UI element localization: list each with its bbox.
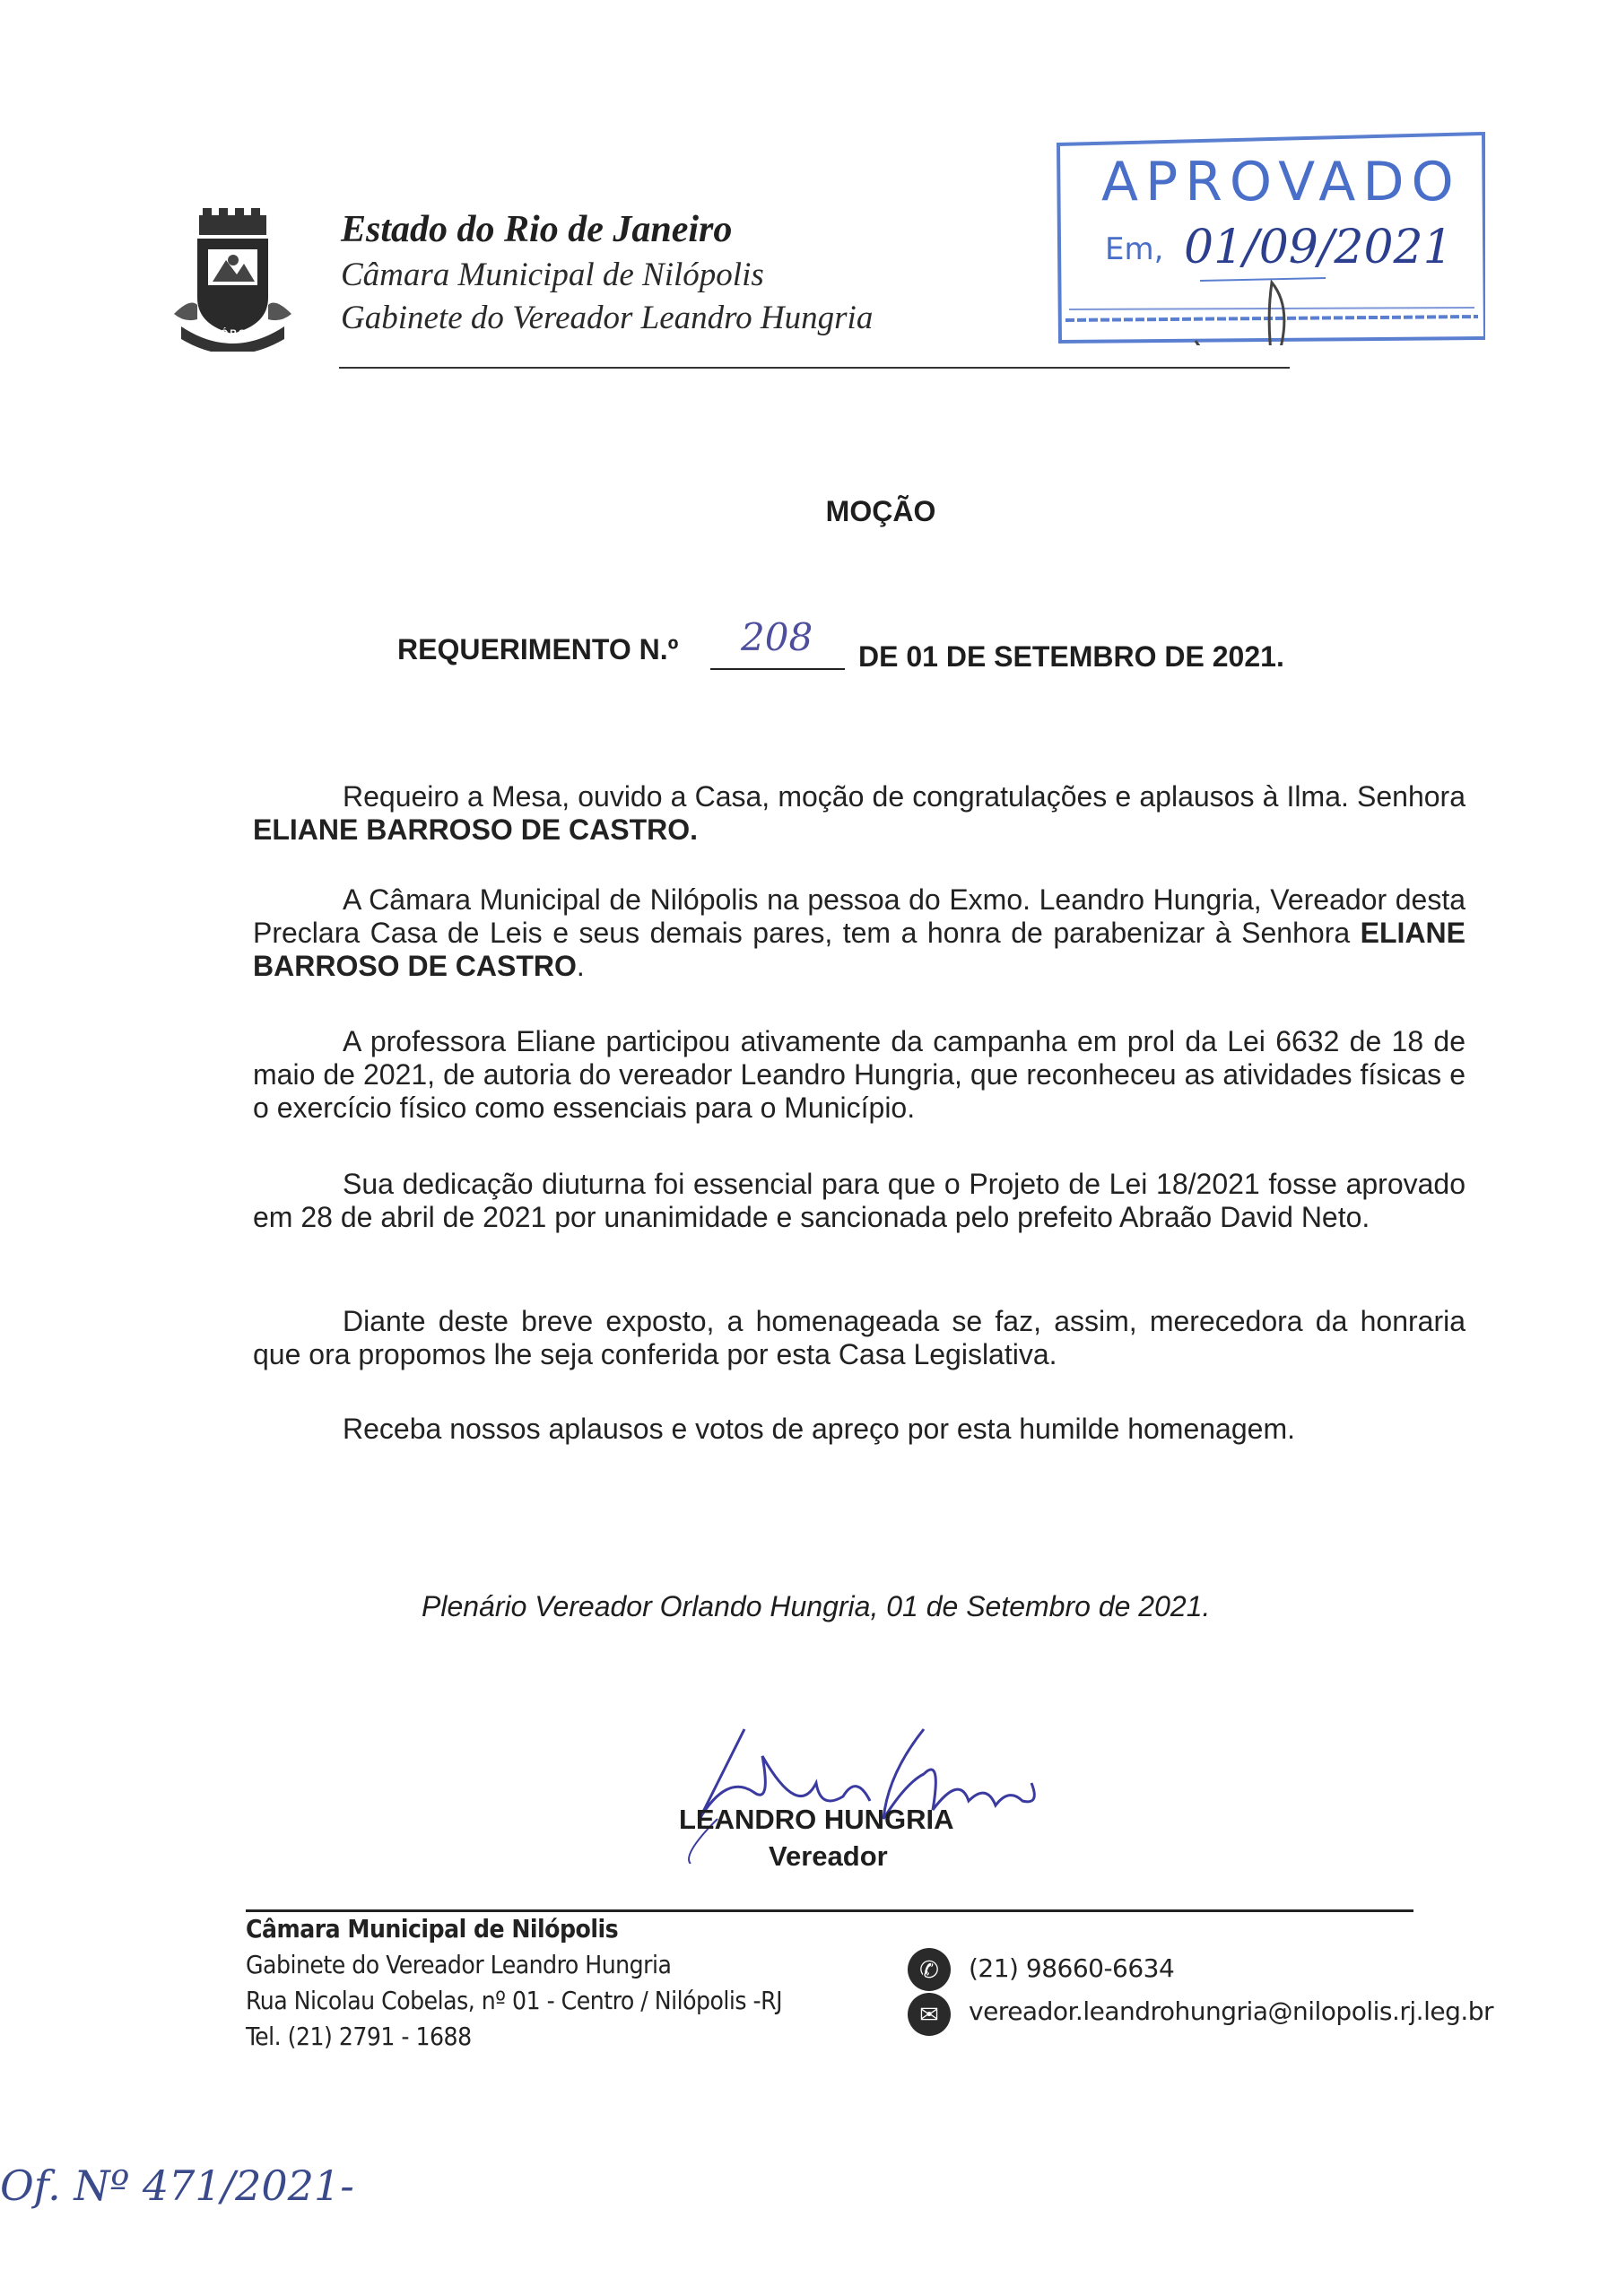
requirement-number: 208 [741, 615, 813, 659]
footer-tel: Tel. (21) 2791 - 1688 [246, 2022, 472, 2051]
paragraph-2 [253, 883, 1465, 983]
paragraph-4-text: Sua dedicação diuturna foi essencial para que o Projeto de Lei 18/2021 fosse aprovado em 28 de abril de 2021 por unanimidade e sancionada pelo prefeito Abraão David Neto. [253, 1168, 1465, 1233]
paragraph-4 [253, 1168, 1465, 1234]
paragraph-2-text: A Câmara Municipal de Nilópolis na pessoa do Exmo. Leandro Hungria, Vereador desta Preclara Casa de Leis e seus demais pares, tem a honra de parabenizar à Senhora [253, 883, 1465, 949]
footer-office: Gabinete do Vereador Leandro Hungria [246, 1950, 672, 1979]
requirement-date: DE 01 DE SETEMBRO DE 2021. [858, 640, 1284, 673]
paragraph-1 [253, 780, 1465, 847]
honoree-name-2: ELIANE BARROSO DE CASTRO [253, 917, 1465, 982]
header-chamber: Câmara Municipal de Nilópolis [341, 257, 764, 293]
paragraph-3 [253, 1025, 1465, 1125]
signer-role: Vereador [769, 1840, 888, 1872]
paragraph-6-text: Receba nossos aplausos e votos de apreço por esta humilde homenagem. [343, 1413, 1295, 1445]
paragraph-3-text: A professora Eliane participou ativamente da campanha em prol da Lei 6632 de 18 de maio de 2021, de autoria do vereador Leandro Hungria, que reconheceu as atividades físicas e o exercício físico como essenciais para o Município. [253, 1025, 1465, 1124]
honoree-name-1: ELIANE BARROSO DE CASTRO. [253, 813, 699, 846]
paragraph-2-end: . [576, 950, 585, 982]
handwritten-office-number: Of. Nº 471/2021- [0, 2161, 354, 2210]
footer-whatsapp: (21) 98660-6634 [969, 1953, 1175, 1983]
header-divider [339, 367, 1290, 369]
header-state: Estado do Rio de Janeiro [341, 209, 733, 250]
crest-ribbon-text: NILÓPOLIS [199, 328, 269, 339]
footer-address: Rua Nicolau Cobelas, nº 01 - Centro / Nilópolis -RJ [246, 1986, 783, 2015]
paragraph-6 [253, 1413, 1465, 1446]
footer-divider [246, 1909, 1413, 1912]
paragraph-1-text: Requeiro a Mesa, ouvido a Casa, moção de congratulações e aplausos à Ilma. Senhora [343, 780, 1465, 813]
stamp-date-value: 01/09/2021 [1184, 221, 1453, 274]
stamp-date-label: Em, [1105, 231, 1164, 267]
stamp-status: APROVADO [1101, 151, 1461, 213]
footer-org: Câmara Municipal de Nilópolis [246, 1914, 619, 1944]
document-title: MOÇÃO [825, 495, 936, 527]
requirement-number-underline [710, 668, 845, 670]
requirement-label: REQUERIMENTO N.º [397, 633, 679, 665]
paragraph-5 [253, 1305, 1465, 1371]
header-office: Gabinete do Vereador Leandro Hungria [341, 300, 874, 336]
place-and-date: Plenário Vereador Orlando Hungria, 01 de Setembro de 2021. [422, 1590, 1211, 1622]
whatsapp-icon: ✆ [908, 1948, 951, 1991]
paragraph-5-text: Diante deste breve exposto, a homenageada se faz, assim, merecedora da honraria que ora propomos lhe seja conferida por esta Casa Legislativa. [253, 1305, 1465, 1370]
email-icon: ✉ [908, 1993, 951, 2036]
signer-name: LEANDRO HUNGRIA [679, 1804, 954, 1835]
footer-email: vereador.leandrohungria@nilopolis.rj.leg.br [969, 1996, 1494, 2026]
